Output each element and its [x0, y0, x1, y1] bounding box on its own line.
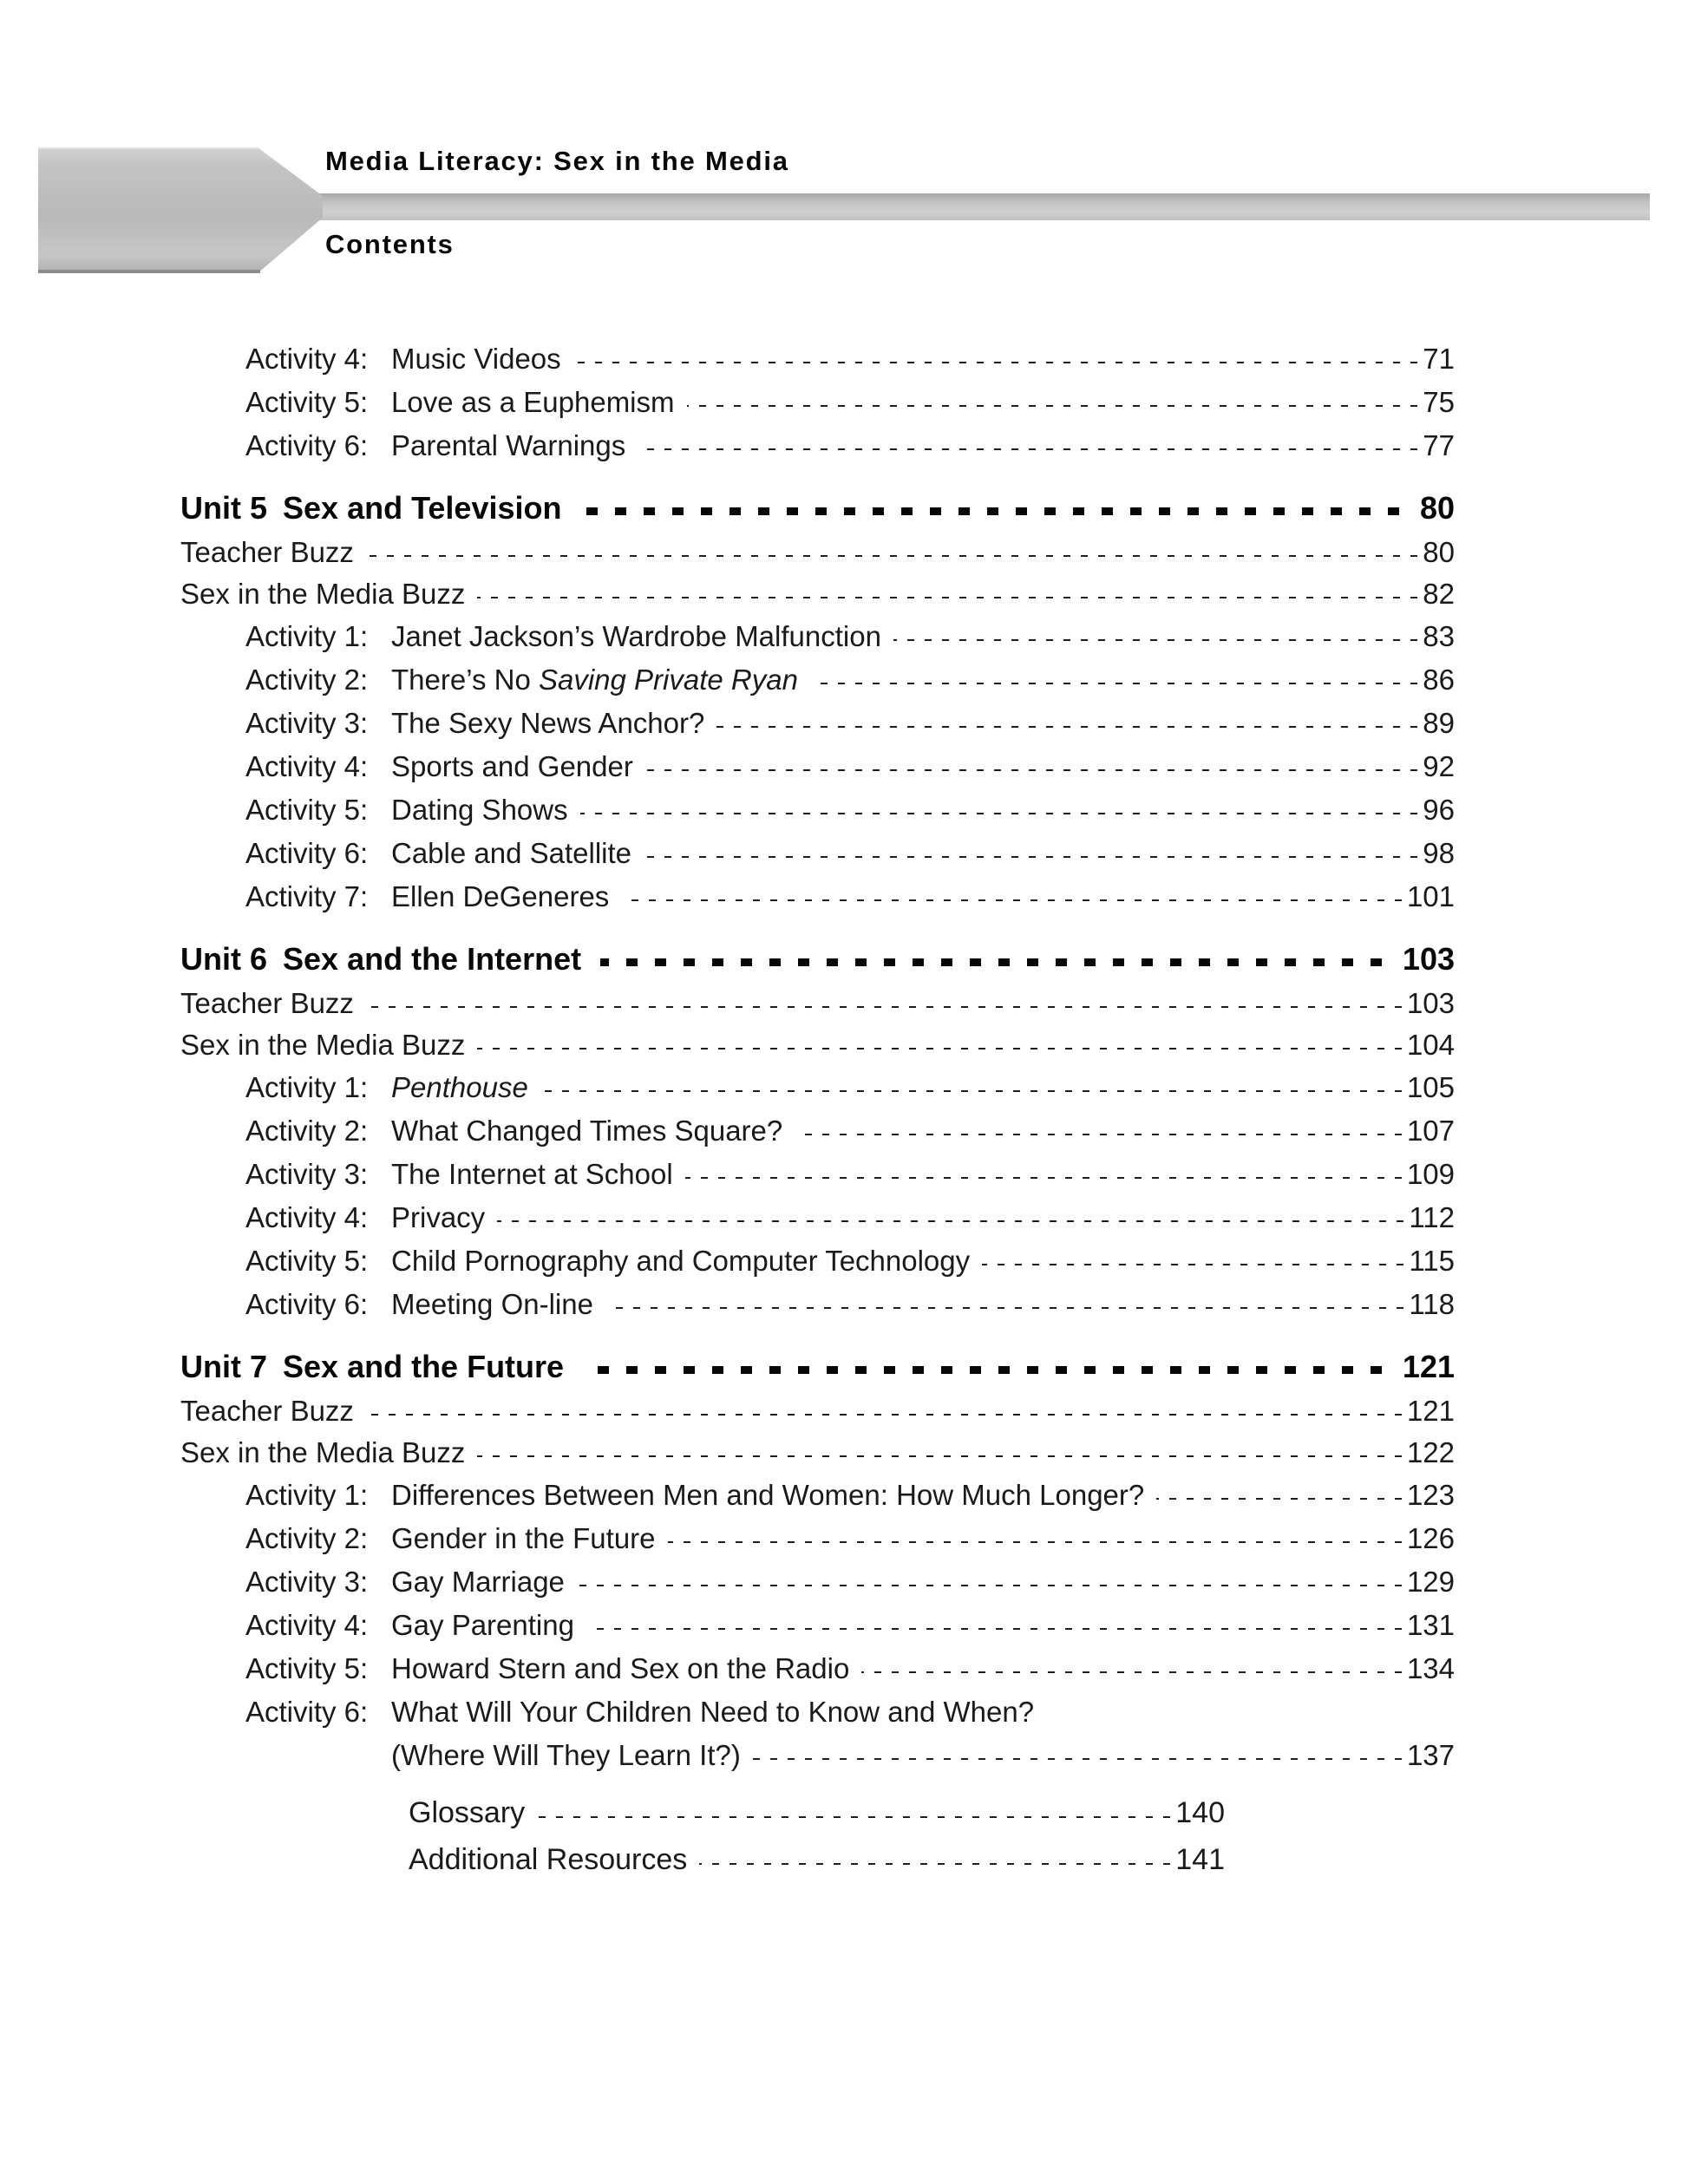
toc-entry-activity[interactable]: [180, 657, 1455, 701]
entry-title-part: Parental Warnings: [391, 428, 626, 461]
page-header: [0, 0, 1688, 295]
dot-leader: [645, 769, 1417, 771]
toc-entry-activity[interactable]: [180, 1282, 1455, 1325]
entry-title: [391, 665, 798, 694]
toc-unit-heading[interactable]: [180, 486, 1455, 531]
page-number: 75: [1423, 385, 1455, 418]
page-number: 137: [1406, 1738, 1455, 1771]
entry-title-part: Sports and Gender: [391, 749, 633, 782]
page-number: 83: [1423, 619, 1455, 652]
activity-label: Activity 5:: [245, 1244, 369, 1277]
toc-unit-heading[interactable]: [180, 937, 1455, 982]
dot-leader: [366, 1006, 1402, 1008]
toc-entry-activity[interactable]: [180, 1195, 1455, 1239]
activity-label: Activity 1:: [245, 1478, 369, 1511]
entry-title: [391, 1116, 782, 1145]
page-number: 118: [1409, 1287, 1455, 1320]
toc-entry-activity[interactable]: [180, 1108, 1455, 1152]
dot-leader: [687, 405, 1418, 407]
dot-leader: [477, 1455, 1402, 1457]
header-rule-bar: [319, 193, 1650, 220]
entry-title: [391, 344, 561, 373]
toc-entry-activity[interactable]: [180, 744, 1455, 788]
toc-entry-back-matter[interactable]: [409, 1789, 1225, 1836]
dot-leader: [477, 597, 1417, 598]
activity-label: Activity 1:: [245, 619, 369, 652]
entry-title: Sex in the Media Buzz: [180, 577, 466, 610]
activity-label: Activity 4:: [245, 342, 369, 375]
dot-leader: [577, 1585, 1402, 1586]
page-number: 98: [1423, 836, 1455, 869]
unit-number: Unit 5: [180, 490, 268, 526]
page-number: 123: [1406, 1478, 1455, 1511]
table-of-contents: [180, 337, 1455, 1883]
entry-title-part: (Where Will They Learn It?): [391, 1738, 741, 1771]
entry-title-part: Love as a Euphemism: [391, 385, 675, 418]
entry-title-part: The Sexy News Anchor?: [391, 706, 705, 739]
toc-entry-media-buzz[interactable]: [180, 1431, 1455, 1473]
entry-title-part: Music Videos: [391, 342, 561, 375]
dot-leader: [699, 1863, 1170, 1865]
dot-leader: [580, 507, 1398, 515]
page-number: 77: [1423, 428, 1455, 461]
page-number: 89: [1423, 706, 1455, 739]
entry-title-part: Gay Parenting: [391, 1608, 574, 1641]
toc-entry-teacher-buzz[interactable]: [180, 531, 1455, 572]
page-number: 107: [1406, 1114, 1455, 1147]
entry-title-part: Privacy: [391, 1200, 486, 1233]
dot-leader: [861, 1671, 1402, 1673]
dot-leader: [810, 683, 1417, 684]
dot-leader: [497, 1220, 1403, 1222]
page-number: 109: [1406, 1157, 1455, 1190]
entry-title-part: Howard Stern and Sex on the Radio: [391, 1651, 850, 1684]
dot-leader: [540, 1090, 1402, 1092]
entry-title: [391, 706, 705, 739]
toc-entry-teacher-buzz[interactable]: [180, 1390, 1455, 1431]
entry-title-part: Gay Marriage: [391, 1565, 565, 1598]
dot-leader: [716, 726, 1417, 728]
toc-entry-activity[interactable]: [180, 423, 1455, 467]
entry-title: [391, 1738, 741, 1771]
entry-title-part: There’s No: [391, 663, 539, 696]
page-number: 92: [1423, 749, 1455, 782]
dot-leader: [366, 1414, 1402, 1416]
entry-title: Additional Resources: [409, 1843, 688, 1876]
entry-title: [391, 1521, 656, 1554]
header-tab-graphic: [0, 0, 1688, 295]
dot-leader: [605, 1307, 1403, 1309]
dot-leader: [982, 1264, 1403, 1265]
activity-label: Activity 5:: [245, 793, 369, 826]
dot-leader: [893, 639, 1417, 641]
page-number: 141: [1175, 1843, 1225, 1876]
dot-leader: [366, 555, 1417, 557]
toc-entry-teacher-buzz[interactable]: [180, 982, 1455, 1023]
entry-title: Glossary: [409, 1796, 526, 1829]
unit-page-number: 121: [1402, 1349, 1455, 1384]
entry-title: [391, 795, 568, 824]
page-number: 86: [1423, 663, 1455, 696]
toc-entry-activity[interactable]: [180, 1516, 1455, 1560]
activity-label: Activity 6:: [245, 428, 369, 461]
dot-leader: [753, 1758, 1402, 1760]
toc-entry-activity[interactable]: [180, 1690, 1455, 1733]
entry-title: [391, 879, 610, 912]
entry-title-part: Ellen DeGeneres: [391, 879, 610, 912]
entry-title: [391, 749, 633, 782]
toc-entry-activity[interactable]: [180, 1560, 1455, 1603]
dot-leader: [583, 1366, 1382, 1374]
dot-leader: [685, 1177, 1402, 1179]
dot-leader: [644, 856, 1417, 858]
toc-entry-activity[interactable]: [180, 1239, 1455, 1282]
dot-leader: [600, 958, 1382, 966]
toc-entry-media-buzz[interactable]: [180, 572, 1455, 614]
page-number: 101: [1406, 879, 1455, 912]
dot-leader: [573, 362, 1418, 363]
page-number: 134: [1406, 1651, 1455, 1684]
entry-title: [391, 428, 626, 461]
toc-entry-activity[interactable]: [180, 1473, 1455, 1516]
section-title: Contents: [325, 229, 455, 259]
entry-title-part: Child Pornography and Computer Technology: [391, 1244, 971, 1277]
unit-title: Sex and Television: [283, 490, 562, 526]
activity-label: Activity 4:: [245, 749, 369, 782]
toc-entry-activity[interactable]: [180, 874, 1455, 918]
unit-page-number: 103: [1402, 941, 1455, 977]
entry-title: [391, 1200, 486, 1233]
page-number: 115: [1409, 1244, 1455, 1277]
toc-entry-activity[interactable]: [180, 1603, 1455, 1646]
activity-label: Activity 4:: [245, 1200, 369, 1233]
activity-label: Activity 5:: [245, 1651, 369, 1684]
toc-entry-activity[interactable]: [180, 614, 1455, 657]
entry-title: [391, 385, 675, 418]
header-tab-shape: [38, 147, 323, 273]
activity-label: Activity 3:: [245, 1157, 369, 1190]
activity-label: Activity 6:: [245, 836, 369, 869]
page-number: 112: [1409, 1200, 1455, 1233]
entry-title-part: Meeting On-line: [391, 1287, 593, 1320]
dot-leader: [537, 1816, 1170, 1818]
dot-leader: [795, 1134, 1402, 1135]
page-number: 96: [1423, 793, 1455, 826]
activity-label: Activity 7:: [245, 879, 369, 912]
page-number: 129: [1406, 1565, 1455, 1598]
toc-entry-activity[interactable]: [180, 380, 1455, 423]
entry-title: Sex in the Media Buzz: [180, 1028, 466, 1061]
activity-label: Activity 2:: [245, 663, 369, 696]
activity-label: Activity 2:: [245, 1114, 369, 1147]
entry-title-part: Dating Shows: [391, 793, 568, 826]
page-number: 131: [1406, 1608, 1455, 1641]
page-number: 121: [1406, 1394, 1455, 1427]
unit-number: Unit 7: [180, 1349, 268, 1384]
dot-leader: [668, 1541, 1402, 1543]
dot-leader: [586, 1628, 1402, 1630]
toc-entry-back-matter[interactable]: [409, 1836, 1225, 1883]
toc-entry-activity[interactable]: [180, 1152, 1455, 1195]
activity-label: Activity 4:: [245, 1608, 369, 1641]
entry-title-part: Cable and Satellite: [391, 836, 632, 869]
activity-label: Activity 6:: [245, 1695, 369, 1728]
page-number: 103: [1406, 986, 1455, 1019]
unit-title: Sex and the Future: [283, 1349, 565, 1384]
page-number: 122: [1406, 1435, 1455, 1468]
entry-title: [391, 1246, 970, 1275]
activity-label: Activity 3:: [245, 1565, 369, 1598]
entry-title: [391, 1478, 1145, 1511]
page-number: 104: [1406, 1028, 1455, 1061]
unit-number: Unit 6: [180, 941, 268, 977]
toc-entry-activity[interactable]: [180, 788, 1455, 831]
toc-entry-activity[interactable]: [180, 831, 1455, 874]
entry-title: Sex in the Media Buzz: [180, 1435, 466, 1468]
entry-title: [391, 836, 632, 869]
entry-title: [391, 1697, 1034, 1726]
entry-title-part: Differences Between Men and Women: How Much Longer?: [391, 1478, 1145, 1511]
activity-label: Activity 2:: [245, 1521, 369, 1554]
toc-entry-activity[interactable]: [180, 701, 1455, 744]
entry-title-part: What Will Your Children Need to Know and When?: [391, 1695, 1035, 1728]
dot-leader: [1156, 1498, 1402, 1500]
activity-label: Activity 1:: [245, 1070, 369, 1103]
activity-label: Activity 5:: [245, 385, 369, 418]
dot-leader: [580, 813, 1418, 814]
page-number: 140: [1175, 1796, 1225, 1829]
entry-title: [391, 1157, 673, 1190]
entry-title-part: Janet Jackson’s Wardrobe Malfunction: [391, 619, 881, 652]
toc-entry-activity[interactable]: [180, 1646, 1455, 1690]
entry-title: Teacher Buzz: [180, 986, 354, 1019]
entry-title: Teacher Buzz: [180, 535, 354, 568]
toc-entry-activity-continuation[interactable]: [180, 1733, 1455, 1776]
activity-label: Activity 3:: [245, 706, 369, 739]
page-number: 105: [1406, 1070, 1455, 1103]
dot-leader: [638, 448, 1417, 450]
entry-title: Teacher Buzz: [180, 1394, 354, 1427]
entry-title-part: The Internet at School: [391, 1157, 673, 1190]
page-number: 126: [1406, 1521, 1455, 1554]
page-number: 71: [1423, 342, 1455, 375]
activity-label: Activity 6:: [245, 1287, 369, 1320]
dot-leader: [477, 1048, 1402, 1049]
entry-title-part: Gender in the Future: [391, 1521, 656, 1554]
running-title: Media Literacy: Sex in the Media: [325, 146, 789, 176]
entry-title: [391, 619, 881, 652]
entry-title: [391, 1567, 565, 1596]
entry-title-part: What Changed Times Square?: [391, 1114, 783, 1147]
toc-entry-activity[interactable]: [180, 1065, 1455, 1108]
toc-unit-heading[interactable]: [180, 1344, 1455, 1390]
toc-entry-activity[interactable]: [180, 337, 1455, 380]
entry-title-italic-part: Penthouse: [391, 1070, 528, 1103]
entry-title: [391, 1287, 593, 1320]
dot-leader: [621, 899, 1402, 901]
page-number: 80: [1423, 535, 1455, 568]
unit-page-number: 80: [1419, 490, 1455, 526]
unit-title: Sex and the Internet: [283, 941, 582, 977]
entry-title: [391, 1651, 850, 1684]
entry-title: [391, 1070, 528, 1103]
page-number: 82: [1423, 577, 1455, 610]
entry-title: [391, 1608, 574, 1641]
entry-title-italic-part: Saving Private Ryan: [538, 663, 798, 696]
toc-entry-media-buzz[interactable]: [180, 1023, 1455, 1065]
